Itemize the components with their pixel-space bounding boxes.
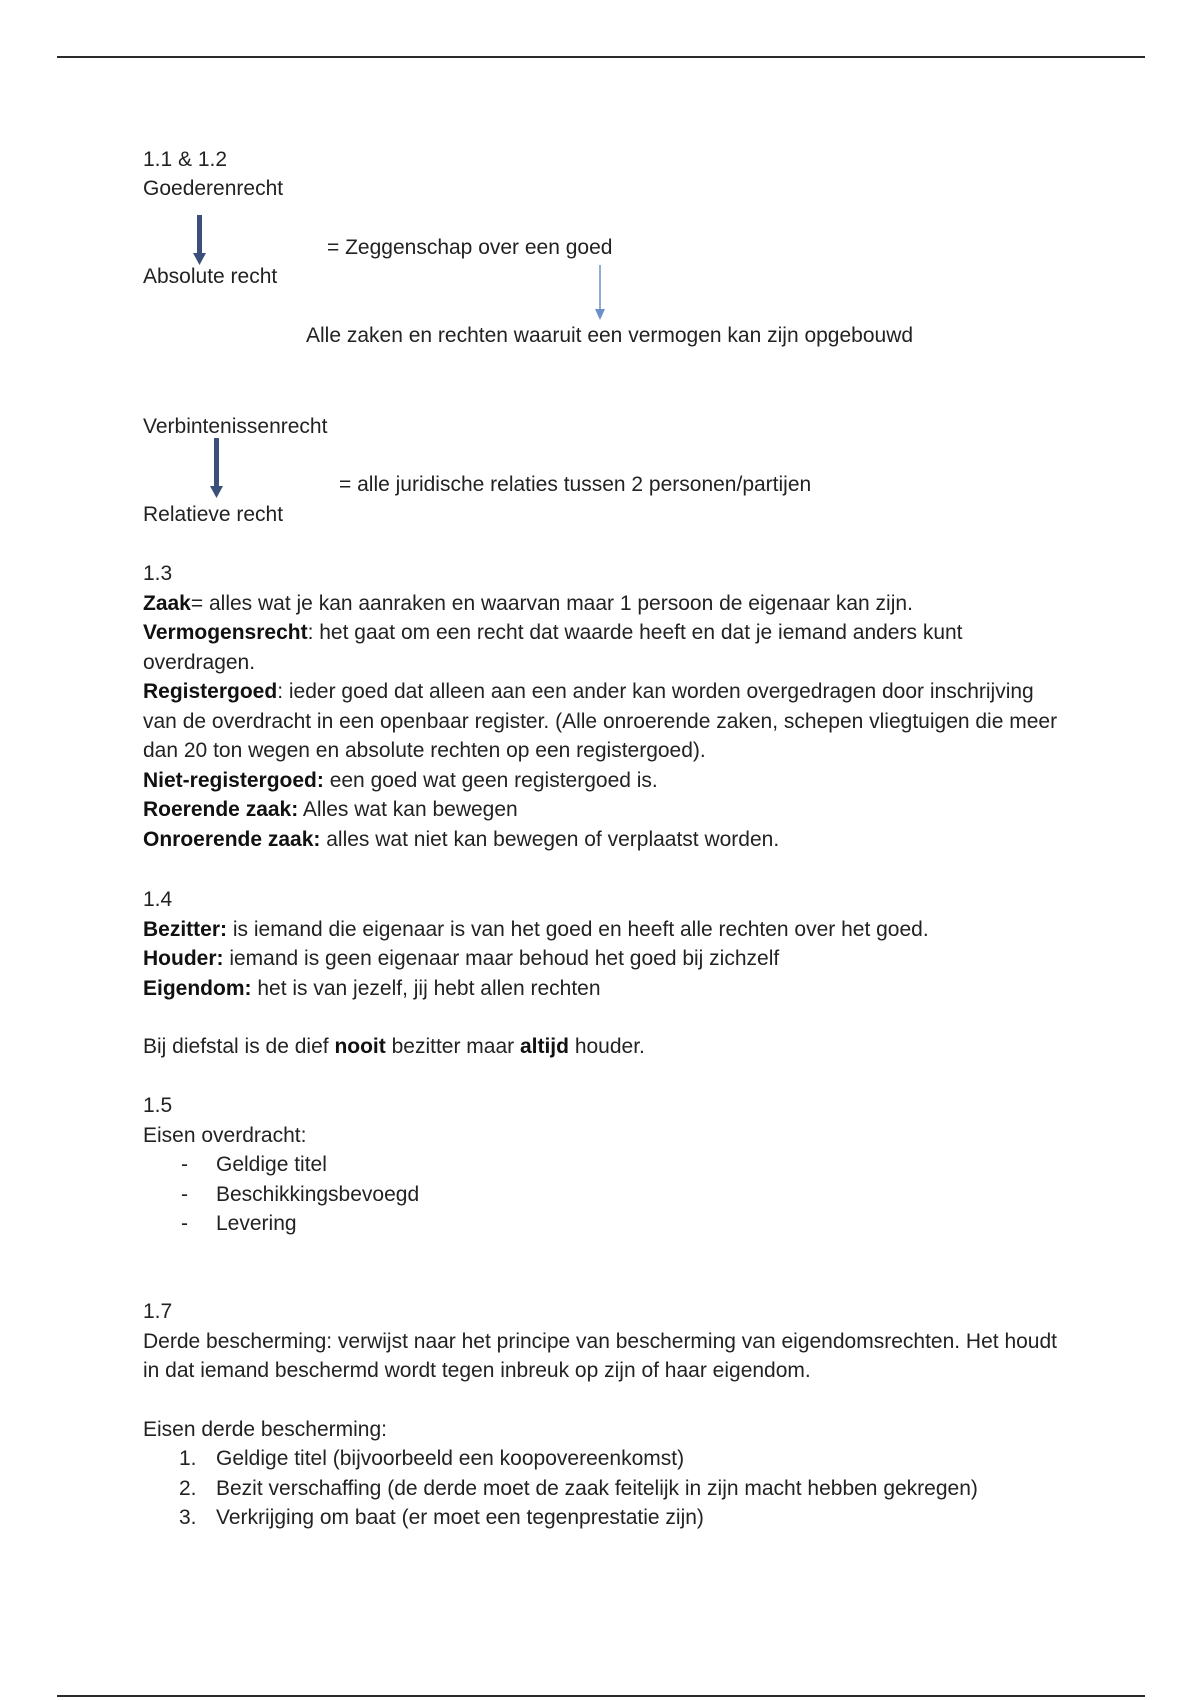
term-registergoed: Registergoed	[143, 680, 278, 703]
term-onroerende-zaak: Onroerende zaak:	[143, 827, 321, 851]
derde-bescherming-paragraph: Derde bescherming: verwijst naar het principe van bescherming van eigendomsrechten. Het houdt in dat iemand beschermd wordt tegen inbreuk op zijn of haar eigendom.	[143, 1329, 1057, 1382]
section-heading-1-5: 1.5	[143, 1094, 173, 1117]
definition-houder: Houder: iemand is geen eigenaar maar behoud het goed bij zichzelf	[143, 947, 780, 970]
header-rule	[57, 56, 1145, 58]
term-eigendom: Eigendom:	[143, 976, 252, 1000]
list-item: - Levering	[181, 1212, 297, 1235]
arrow-down-icon	[207, 438, 227, 500]
section-heading-1-7: 1.7	[143, 1300, 173, 1323]
definition-roerende-zaak: Roerende zaak: Alles wat kan bewegen	[143, 798, 518, 821]
section-heading-1-4: 1.4	[143, 888, 173, 911]
arrow-down-icon	[190, 215, 210, 267]
absolute-recht-label: Absolute recht	[143, 265, 278, 288]
arrow-down-thin-icon	[593, 265, 607, 321]
footer-rule	[57, 1695, 1145, 1697]
eisen-derde-bescherming-intro: Eisen derde bescherming:	[143, 1417, 387, 1441]
eisen-overdracht-list	[143, 1150, 1073, 1239]
eisen-derde-bescherming-list	[143, 1444, 1073, 1533]
definition-niet-registergoed: Niet-registergoed: een goed wat geen registergoed is.	[143, 768, 658, 792]
eisen-overdracht-intro: Eisen overdracht:	[143, 1123, 307, 1147]
zeggenschap-definition: = Zeggenschap over een goed	[327, 236, 613, 259]
verbintenissenrecht-label: Verbintenissenrecht	[143, 415, 328, 438]
section-1-7	[143, 1297, 1073, 1533]
section-1-5	[143, 1091, 1073, 1239]
definition-eigendom: Eigendom: het is van jezelf, jij hebt allen rechten	[143, 976, 601, 1000]
list-item: - Geldige titel	[181, 1153, 327, 1176]
list-item: - Beschikkingsbevoegd	[181, 1182, 420, 1206]
list-item: 3. Verkrijging om baat (er moet een tegenprestatie zijn)	[179, 1506, 704, 1529]
section-1-3	[143, 559, 1073, 854]
definition-bezitter: Bezitter: is iemand die eigenaar is van het goed en heeft alle rechten over het goed.	[143, 917, 929, 941]
list-item: 2. Bezit verschaffing (de derde moet de zaak feitelijk in zijn macht hebben gekregen)	[179, 1476, 978, 1500]
section-heading-1-1: 1.1 & 1.2	[143, 148, 228, 171]
goederenrecht-label: Goederenrecht	[143, 177, 284, 200]
term-roerende-zaak: Roerende zaak:	[143, 798, 299, 821]
definition-vermogensrecht: Vermogensrecht: het gaat om een recht dat waarde heeft en dat je iemand anders kunt overdragen.	[143, 621, 963, 674]
relatieve-recht-label: Relatieve recht	[143, 503, 284, 526]
definition-zaak: Zaak= alles wat je kan aanraken en waarvan maar 1 persoon de eigenaar kan zijn.	[143, 591, 913, 615]
term-houder: Houder:	[143, 947, 224, 970]
diefstal-sentence: Bij diefstal is de dief nooit bezitter maar altijd houder.	[143, 1035, 645, 1058]
alle-zaken-text: Alle zaken en rechten waaruit een vermogen kan zijn opgebouwd	[306, 324, 914, 347]
term-niet-registergoed: Niet-registergoed:	[143, 768, 324, 792]
definition-onroerende-zaak: Onroerende zaak: alles wat niet kan bewegen of verplaatst worden.	[143, 827, 780, 851]
list-item: 1. Geldige titel (bijvoorbeeld een koopovereenkomst)	[179, 1447, 685, 1470]
definition-registergoed: Registergoed: ieder goed dat alleen aan een ander kan worden overgedragen door inschrijving van de overdracht in een openbaar register. (Alle onroerende zaken, schepen vliegtuigen die meer dan 20 ton wegen en absolute rechten op een registergoed).	[143, 680, 1058, 762]
term-bezitter: Bezitter:	[143, 917, 228, 941]
section-1-4	[143, 885, 1073, 1062]
term-vermogensrecht: Vermogensrecht	[143, 621, 308, 644]
juridische-relaties-definition: = alle juridische relaties tussen 2 personen/partijen	[339, 473, 812, 496]
term-zaak: Zaak	[143, 591, 191, 615]
section-heading-1-3: 1.3	[143, 562, 173, 585]
